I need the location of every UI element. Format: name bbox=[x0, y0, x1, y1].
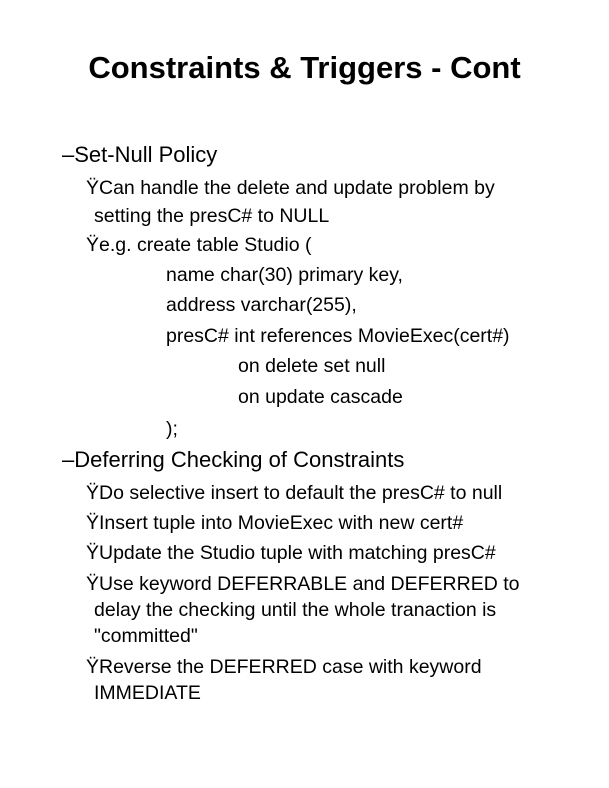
code-line: name char(30) primary key, bbox=[166, 264, 403, 286]
bullet-line: ŸReverse the DEFERRED case with keyword bbox=[86, 656, 482, 678]
section-heading: –Set-Null Policy bbox=[62, 142, 218, 167]
continuation-line: delay the checking until the whole tranaction is bbox=[94, 599, 497, 621]
bullet-line: ŸCan handle the delete and update problem by bbox=[86, 177, 495, 199]
section-heading: –Deferring Checking of Constraints bbox=[62, 447, 405, 472]
continuation-line: IMMEDIATE bbox=[94, 682, 201, 704]
bullet-line: ŸUse keyword DEFERRABLE and DEFERRED to bbox=[86, 573, 520, 595]
code-line: address varchar(255), bbox=[166, 294, 357, 316]
bullet-line: Ÿe.g. create table Studio ( bbox=[86, 234, 312, 256]
bullet-line: ŸUpdate the Studio tuple with matching presC# bbox=[86, 542, 496, 564]
code-line: on delete set null bbox=[238, 355, 386, 377]
code-line: on update cascade bbox=[238, 386, 403, 408]
continuation-line: setting the presC# to NULL bbox=[94, 205, 330, 227]
slide-title: Constraints & Triggers - Cont bbox=[88, 50, 521, 85]
code-line: presC# int references MovieExec(cert#) bbox=[166, 325, 510, 347]
bullet-line: ŸDo selective insert to default the presC# to null bbox=[86, 482, 503, 504]
code-line: ); bbox=[166, 418, 178, 440]
bullet-line: ŸInsert tuple into MovieExec with new cert# bbox=[86, 512, 464, 534]
continuation-line: "committed" bbox=[94, 625, 198, 647]
